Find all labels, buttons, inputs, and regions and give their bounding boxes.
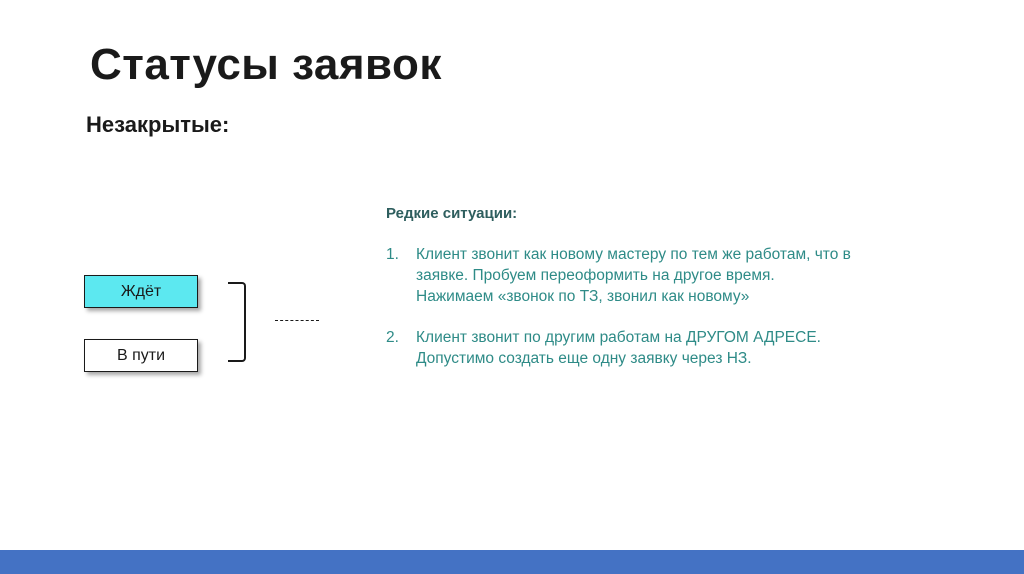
status-box-en-route <box>84 339 198 372</box>
slide-title: Статусы заявок <box>90 40 442 89</box>
list-item-number: 1. <box>386 246 399 263</box>
list-item-number: 2. <box>386 329 399 346</box>
footer-bar <box>0 550 1024 574</box>
status-label-waiting: Ждёт <box>120 282 162 300</box>
rare-situations-heading: Редкие ситуации: <box>386 205 518 222</box>
rare-situations-list <box>386 244 866 369</box>
list-item-text: Клиент звонит как новому мастеру по тем же работам, что в заявке. Пробуем переоформить на другое время. Нажимаем «звонок по ТЗ, звонил как новому» <box>416 246 851 305</box>
slide-subtitle: Незакрытые: <box>86 112 230 137</box>
rare-situations-block <box>386 205 866 389</box>
dashed-connector <box>275 320 319 321</box>
list-item-text: Клиент звонит по другим работам на ДРУГОМ АДРЕСЕ. Допустимо создать еще одну заявку через НЗ. <box>416 329 821 367</box>
grouping-bracket <box>228 282 246 362</box>
list-item <box>386 244 866 307</box>
list-item <box>386 327 866 369</box>
status-box-waiting <box>84 275 198 308</box>
status-label-en-route: В пути <box>116 346 166 364</box>
